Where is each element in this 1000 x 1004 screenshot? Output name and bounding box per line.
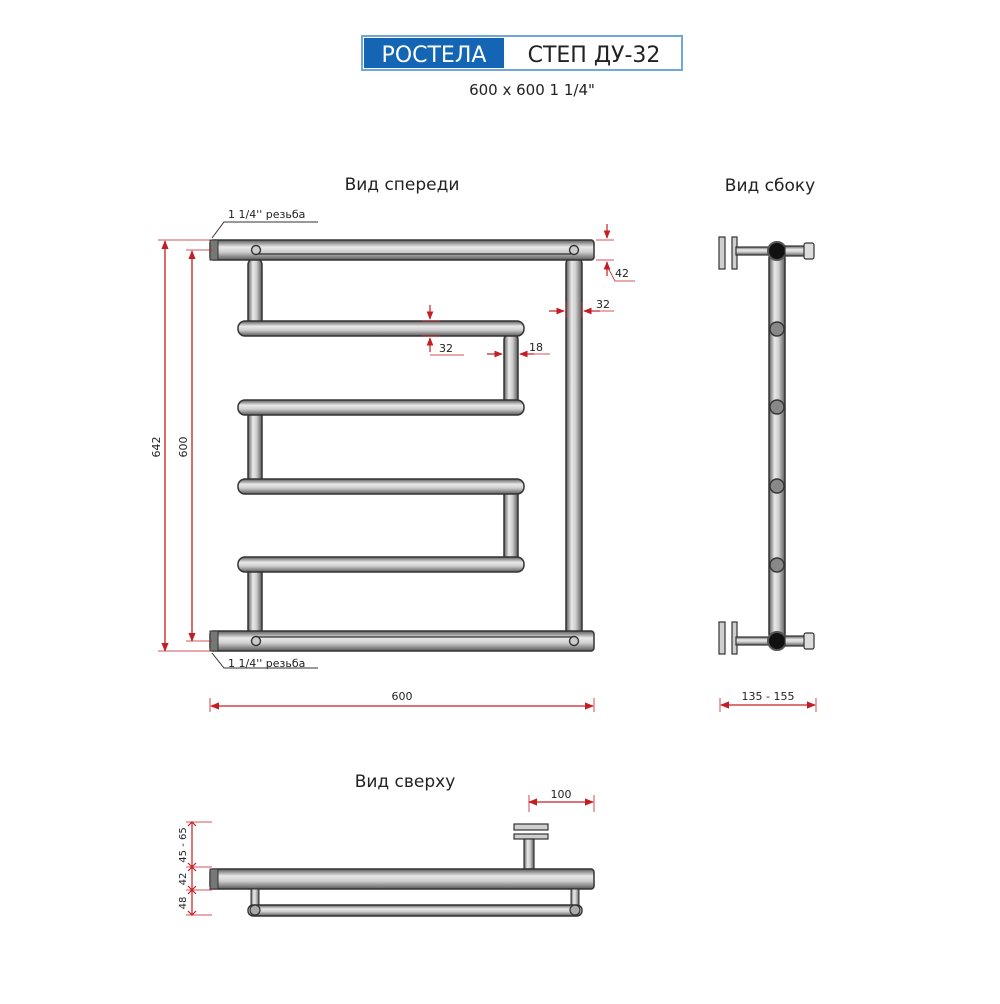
top-view: [178, 788, 594, 916]
bracket-arm-top: [736, 247, 770, 255]
link-pipe-4: [504, 487, 518, 565]
dim-top-depth-1: 45 - 65: [178, 827, 189, 863]
bottom-collector-pipe: [210, 631, 594, 651]
dim-top-depth-3: 48: [178, 896, 189, 910]
brand-label: РОСТЕЛА: [381, 43, 487, 68]
dim-top-bracket: 100: [550, 788, 572, 801]
side-collector-top: [768, 242, 786, 260]
link-pipe-5: [248, 566, 262, 638]
valve-bottom: [804, 633, 814, 649]
side-view-title: Вид сбоку: [724, 176, 816, 196]
valve-top: [804, 243, 814, 259]
bar-1: [238, 321, 524, 336]
top-wall-plate: [514, 824, 548, 830]
dim-width: 600: [391, 690, 413, 703]
top-bracket-arm: [524, 839, 534, 869]
bracket-arm-bottom: [736, 637, 770, 645]
wall-plate-bottom: [719, 622, 725, 654]
dim-top-depth-2: 42: [178, 872, 189, 886]
thread-label-bottom: 1 1/4'' резьба: [228, 657, 306, 670]
side-collector-bottom: [768, 632, 786, 650]
thread-label-top: 1 1/4'' резьба: [228, 208, 306, 221]
wall-plate-top: [719, 237, 725, 269]
bar-3: [238, 479, 524, 494]
size-label: 600 x 600 1 1/4": [469, 81, 595, 99]
link-pipe-1: [248, 258, 262, 330]
top-view-bar: [248, 905, 582, 916]
dim-overall-height: 642: [150, 436, 163, 458]
bar-2: [238, 400, 524, 415]
dim-top-offset: 42: [615, 267, 629, 280]
front-view: [150, 208, 635, 712]
bar-4: [238, 557, 524, 572]
dim-riser-diameter: 32: [596, 298, 610, 311]
dim-bar-diameter: 32: [439, 342, 453, 355]
link-pipe-2: [504, 333, 518, 409]
front-view-title: Вид спереди: [344, 175, 460, 195]
dim-axis-height: 600: [177, 436, 190, 458]
model-label: СТЕП ДУ-32: [527, 43, 661, 68]
right-riser-pipe: [566, 256, 582, 638]
dim-link-diameter: 18: [529, 341, 543, 354]
top-view-collector: [210, 869, 594, 889]
dim-side-depth: 135 - 155: [741, 690, 795, 703]
top-collector-pipe: [210, 240, 594, 260]
side-view: [719, 237, 816, 712]
link-pipe-3: [248, 410, 262, 488]
top-view-title: Вид сверху: [354, 772, 456, 792]
side-vertical-pipe: [769, 252, 785, 640]
